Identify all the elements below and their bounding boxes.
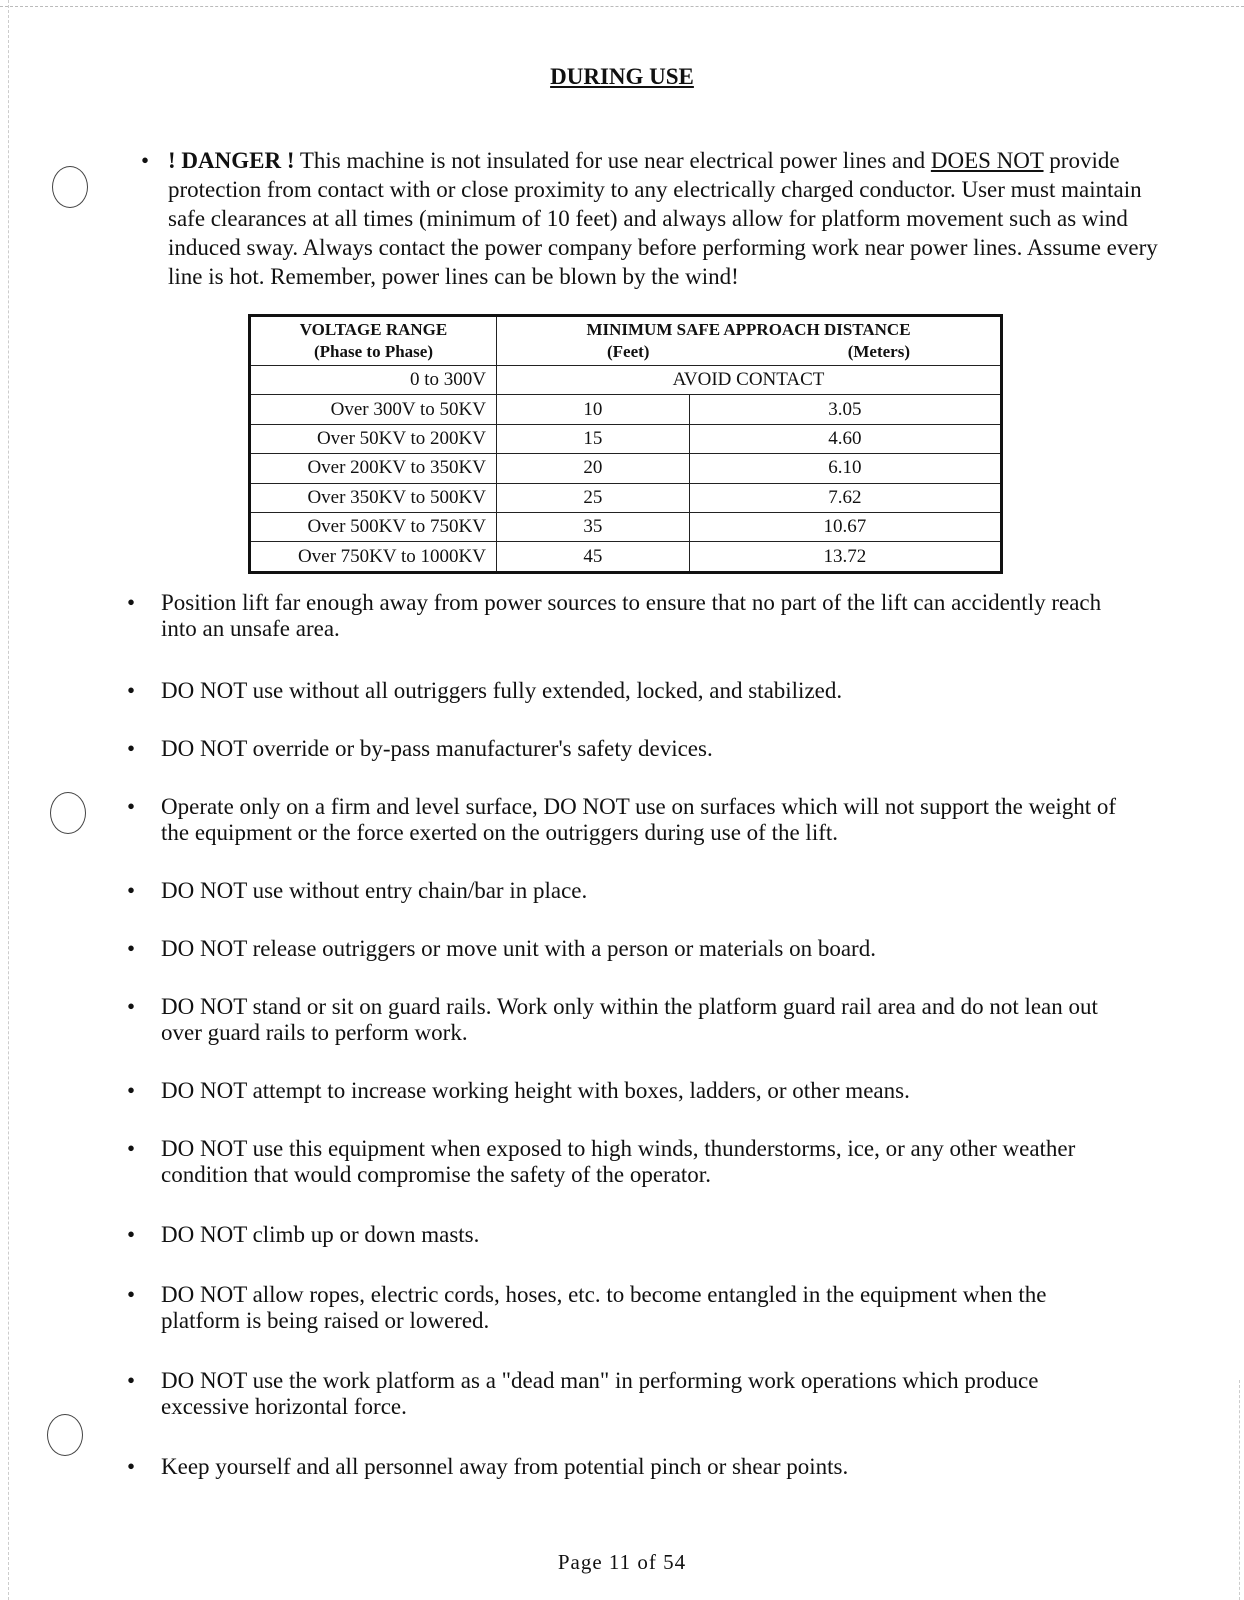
list-item: • DO NOT use this equipment when exposed to high winds, thunderstorms, ice, or any other weather condition that would compromise the safety of the operator. <box>127 1136 1076 1187</box>
meters-cell: 7.62 <box>689 483 1001 512</box>
avoid-contact-cell: AVOID CONTACT <box>497 366 1002 395</box>
danger-label: ! DANGER ! <box>168 148 295 173</box>
list-item: • Keep yourself and all personnel away from potential pinch or shear points. <box>127 1454 849 1479</box>
feet-cell: 45 <box>497 542 690 573</box>
page-number: Page 11 of 54 <box>557 1550 687 1574</box>
meters-cell: 3.05 <box>689 395 1001 424</box>
bullet-icon: • <box>127 1454 136 1479</box>
list-item: • DO NOT stand or sit on guard rails. Work only within the platform guard rail area and do not lean out over guard rails to perform work. <box>127 994 1098 1045</box>
list-item: • DO NOT release outriggers or move unit with a person or materials on board. <box>127 936 876 961</box>
bullet-icon: • <box>127 590 136 615</box>
punch-hole-icon <box>47 1414 83 1456</box>
bullet-icon: • <box>127 994 136 1019</box>
bullet-icon: • <box>127 936 136 961</box>
feet-cell: 10 <box>497 395 690 424</box>
list-item: • DO NOT use without all outriggers fully extended, locked, and stabilized. <box>127 678 843 703</box>
bullet-icon: • <box>127 1222 136 1247</box>
table-row <box>250 395 1002 424</box>
distance-header <box>497 316 1002 366</box>
voltage-range-cell: Over 50KV to 200KV <box>250 424 497 453</box>
table-row <box>250 542 1002 573</box>
list-item: • DO NOT allow ropes, electric cords, hoses, etc. to become entangled in the equipment when the platform is being raised or lowered. <box>127 1282 1047 1333</box>
danger-text-2: provide protection from contact with or close proximity to any electrically charged conductor. User must maintain safe clearances at all times (minimum of 10 feet) and always allow for platform movement such as wind induced sway. Always contact the power company before performing work near power lines. Assume every line is hot. Remember, power lines can be blown by the wind! <box>168 148 1158 289</box>
table-header-row <box>250 316 1002 366</box>
table-row <box>250 366 1002 395</box>
list-item: • Position lift far enough away from power sources to ensure that no part of the lift can accidently reach into an unsafe area. <box>127 590 1102 641</box>
voltage-range-cell: 0 to 300V <box>250 366 497 395</box>
bullet-icon: • <box>127 1078 136 1103</box>
danger-text-1: This machine is not insulated for use near electrical power lines and <box>299 148 926 173</box>
danger-paragraph <box>141 146 1158 291</box>
punch-hole-icon <box>52 166 88 208</box>
meters-cell: 13.72 <box>689 542 1001 573</box>
voltage-range-cell: Over 500KV to 750KV <box>250 513 497 542</box>
meters-cell: 4.60 <box>689 424 1001 453</box>
meters-cell: 10.67 <box>689 513 1001 542</box>
feet-cell: 35 <box>497 513 690 542</box>
bullet-icon: • <box>127 794 136 819</box>
table-row <box>250 424 1002 453</box>
list-item: • DO NOT attempt to increase working height with boxes, ladders, or other means. <box>127 1078 910 1103</box>
bullet-icon: • <box>127 1282 136 1307</box>
page-title: DURING USE <box>550 64 694 89</box>
distance-title: MINIMUM SAFE APPROACH DISTANCE <box>586 320 911 340</box>
list-item: • DO NOT use the work platform as a "dead man" in performing work operations which produce excessive horizontal force. <box>127 1368 1039 1419</box>
voltage-clearance-table <box>248 314 1003 574</box>
voltage-range-cell: Over 300V to 50KV <box>250 395 497 424</box>
voltage-range-subtitle: (Phase to Phase) <box>314 342 433 362</box>
bullet-icon: • <box>127 1136 136 1161</box>
list-item: • DO NOT override or by-pass manufacturer's safety devices. <box>127 736 713 761</box>
danger-emphasis: DOES NOT <box>930 148 1044 173</box>
bullet-icon: • <box>127 736 136 761</box>
bullet-icon: • <box>127 1368 136 1393</box>
list-item: • DO NOT climb up or down masts. <box>127 1222 480 1247</box>
feet-cell: 15 <box>497 424 690 453</box>
bullet-icon: • <box>141 148 150 173</box>
voltage-range-cell: Over 350KV to 500KV <box>250 483 497 512</box>
table-row <box>250 483 1002 512</box>
voltage-range-title: VOLTAGE RANGE <box>299 320 448 340</box>
voltage-range-cell: Over 200KV to 350KV <box>250 454 497 483</box>
table-row <box>250 454 1002 483</box>
bullet-icon: • <box>127 678 136 703</box>
voltage-range-cell: Over 750KV to 1000KV <box>250 542 497 573</box>
left-border-line <box>8 0 9 1600</box>
feet-cell: 20 <box>497 454 690 483</box>
top-border-line <box>0 6 1244 7</box>
voltage-range-header <box>250 316 497 366</box>
punch-hole-icon <box>50 792 86 834</box>
feet-label: (Feet) <box>607 342 650 362</box>
feet-cell: 25 <box>497 483 690 512</box>
meters-cell: 6.10 <box>689 454 1001 483</box>
list-item: • Operate only on a firm and level surface, DO NOT use on surfaces which will not support the weight of the equipment or the force exerted on the outriggers during use of the lift. <box>127 794 1117 845</box>
table-row <box>250 513 1002 542</box>
bullet-icon: • <box>127 878 136 903</box>
meters-label: (Meters) <box>847 342 910 362</box>
list-item: • DO NOT use without entry chain/bar in place. <box>127 878 588 903</box>
